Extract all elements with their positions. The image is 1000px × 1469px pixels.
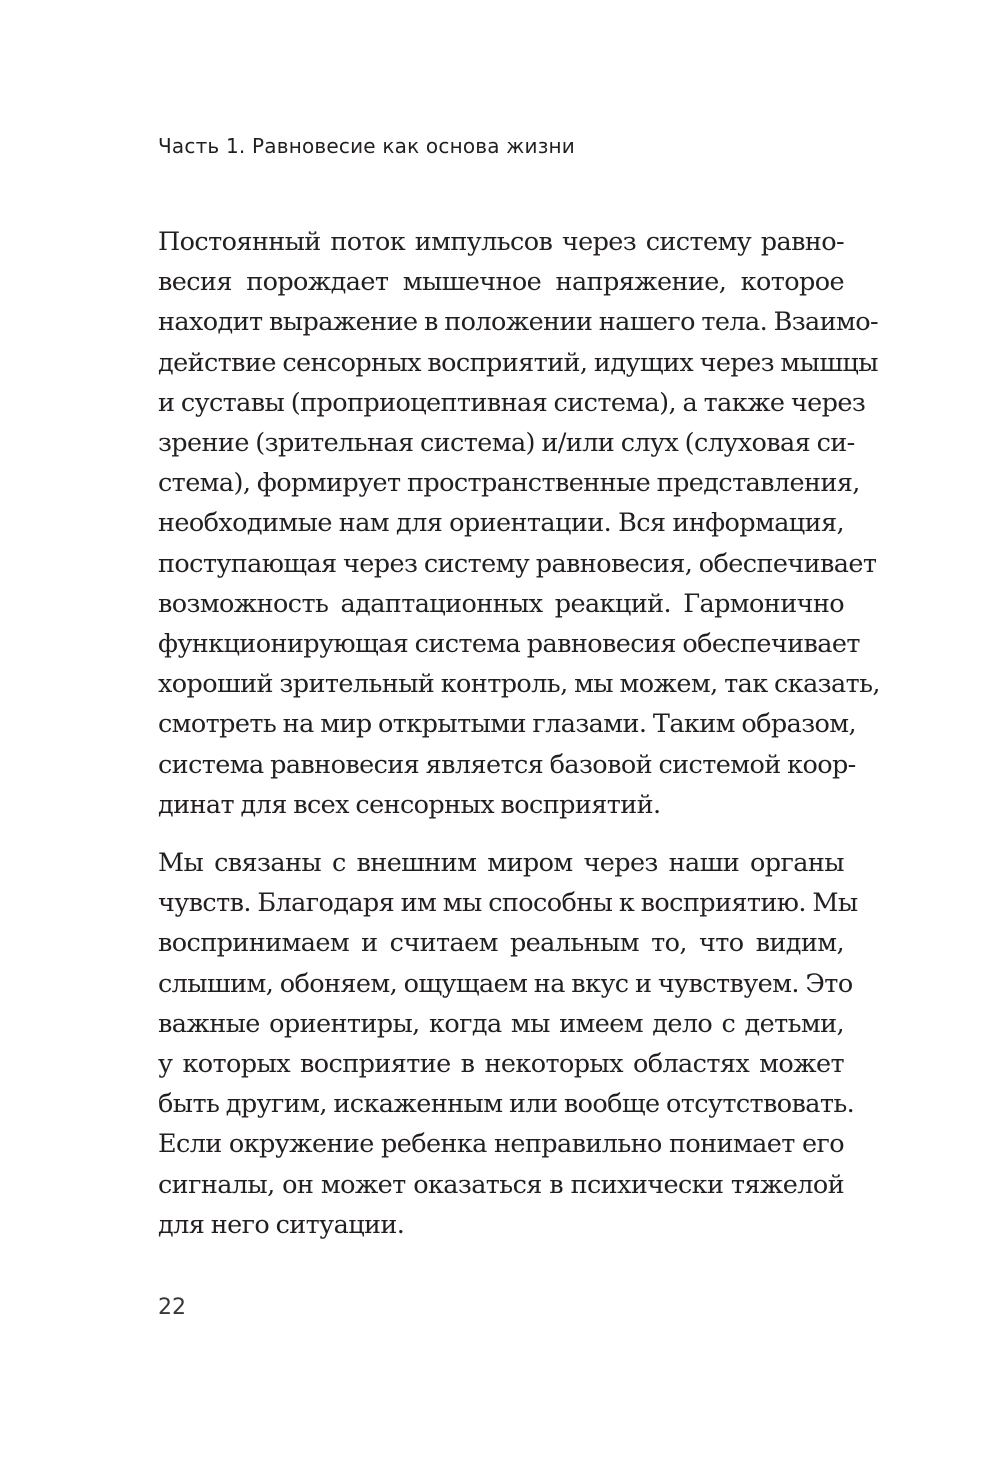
text-line: смотреть на мир открытыми глазами. Таким образом, — [158, 709, 857, 740]
text-line: необходимые нам для ориентации. Вся информация, — [158, 508, 844, 539]
running-header: Часть 1. Равновесие как основа жизни — [158, 134, 576, 158]
text-line: возможность адаптационных реакций. Гармонично — [158, 588, 844, 619]
text-line: слышим, обоняем, ощущаем на вкус и чувствуем. Это — [158, 968, 853, 999]
text-line: чувств. Благодаря им мы способны к восприятию. Мы — [158, 888, 858, 919]
text-line: сигналы, он может оказаться в психически тяжелой — [158, 1169, 844, 1200]
text-line: весия порождает мышечное напряжение, которое — [158, 267, 844, 298]
text-line: хороший зрительный контроль, мы можем, так сказать, — [158, 669, 880, 700]
text-line: и суставы (проприоцептивная система), а также через — [158, 387, 866, 418]
text-line: поступающая через систему равновесия, обеспечивает — [158, 548, 877, 579]
text-line: Мы связаны с внешним миром через наши органы — [158, 848, 844, 878]
text-line: функционирующая система равновесия обеспечивает — [158, 629, 860, 660]
text-line: для него ситуации. — [158, 1209, 405, 1240]
text-line: зрение (зрительная система) и/или слух (слуховая си- — [158, 428, 855, 459]
text-line: быть другим, искаженным или вообще отсутствовать. — [158, 1089, 855, 1120]
text-line: важные ориентиры, когда мы имеем дело с детьми, — [158, 1008, 844, 1039]
text-line: система равновесия является базовой системой коор- — [158, 749, 856, 780]
text-line: Постоянный поток импульсов через систему равно- — [158, 227, 844, 257]
text-line: динат для всех сенсорных восприятий. — [158, 789, 661, 820]
paragraph-1 — [158, 222, 880, 825]
page-number: 22 — [158, 1295, 186, 1320]
paragraph-2 — [158, 843, 858, 1245]
text-line: находит выражение в положении нашего тела. Взаимо- — [158, 307, 879, 338]
text-line: стема), формирует пространственные представления, — [158, 468, 860, 499]
text-line: у которых восприятие в некоторых областях может — [158, 1049, 844, 1080]
text-line: действие сенсорных восприятий, идущих через мышцы — [158, 347, 878, 378]
text-line: Если окружение ребенка неправильно понимает его — [158, 1129, 844, 1160]
text-line: воспринимаем и считаем реальным то, что видим, — [158, 928, 844, 959]
